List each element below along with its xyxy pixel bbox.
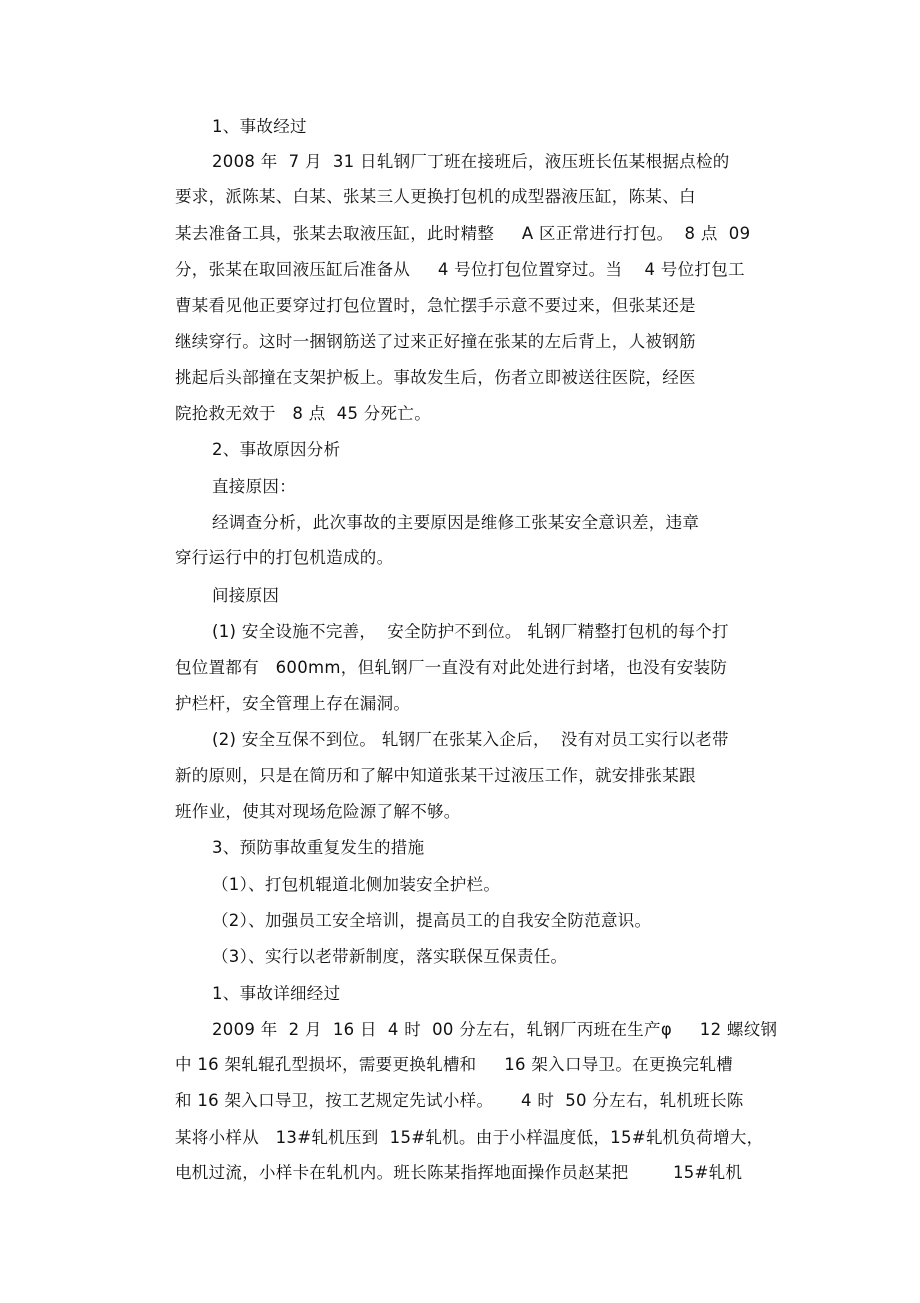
paragraph-line: 某去准备工具，张某去取液压缸，此时精整 A 区正常进行打包。 8 点 09 bbox=[175, 224, 751, 243]
paragraph-line: 班作业，使其对现场危险源了解不够。 bbox=[175, 802, 461, 821]
paragraph-line: 2009 年 2 月 16 日 4 时 00 分左右，轧钢厂丙班在生产φ 12 螺纹钢 bbox=[212, 1020, 778, 1039]
list-item: （2）、加强员工安全培训，提高员工的自我安全防范意识。 bbox=[212, 911, 652, 930]
paragraph-line: 穿行运行中的打包机造成的。 bbox=[175, 548, 394, 567]
paragraph-line: (1) 安全设施不完善， 安全防护不到位。 轧钢厂精整打包机的每个打 bbox=[212, 622, 729, 641]
heading-prevention-measures: 3、预防事故重复发生的措施 bbox=[212, 838, 425, 857]
list-item: （1）、打包机辊道北侧加装安全护栏。 bbox=[212, 875, 501, 894]
paragraph-line: 包位置都有 600mm，但轧钢厂一直没有对此处进行封堵，也没有安装防 bbox=[175, 658, 728, 677]
paragraph-line: 电机过流，小样卡在轧机内。班长陈某指挥地面操作员赵某把 15#轧机 bbox=[175, 1163, 743, 1182]
paragraph-line: 要求，派陈某、白某、张某三人更换打包机的成型器液压缸，陈某、白 bbox=[175, 187, 696, 206]
paragraph-line: 继续穿行。这时一捆钢筋送了过来正好撞在张某的左后背上，人被钢筋 bbox=[175, 332, 696, 351]
subheading-direct-cause: 直接原因： bbox=[212, 477, 296, 496]
paragraph-line: 新的原则，只是在简历和了解中知道张某干过液压工作，就安排张某跟 bbox=[175, 766, 696, 785]
heading-cause-analysis: 2、事故原因分析 bbox=[212, 440, 341, 459]
list-item: （3）、实行以老带新制度，落实联保互保责任。 bbox=[212, 947, 568, 966]
paragraph-line: 2008 年 7 月 31 日轧钢厂丁班在接班后，液压班长伍某根据点检的 bbox=[212, 152, 730, 171]
paragraph-line: 经调查分析，此次事故的主要原因是维修工张某安全意识差，违章 bbox=[212, 513, 700, 532]
subheading-indirect-cause: 间接原因 bbox=[212, 586, 280, 605]
paragraph-line: 和 16 架入口导卫，按工艺规定先试小样。 4 时 50 分左右，轧机班长陈 bbox=[175, 1091, 744, 1110]
paragraph-line: 挑起后头部撞在支架护板上。事故发生后，伤者立即被送往医院，经医 bbox=[175, 368, 696, 387]
heading-accident-details: 1、事故详细经过 bbox=[212, 984, 341, 1003]
paragraph-line: 某将小样从 13#轧机压到 15#轧机。由于小样温度低，15#轧机负荷增大， bbox=[175, 1128, 764, 1147]
paragraph-line: 分，张某在取回液压缸后准备从 4 号位打包位置穿过。当 4 号位打包工 bbox=[175, 260, 745, 279]
paragraph-line: 曹某看见他正要穿过打包位置时，急忙摆手示意不要过来，但张某还是 bbox=[175, 296, 696, 315]
paragraph-line: 院抢救无效于 8 点 45 分死亡。 bbox=[175, 404, 432, 423]
paragraph-line: 中 16 架轧辊孔型损坏，需要更换轧槽和 16 架入口导卫。在更换完轧槽 bbox=[175, 1055, 733, 1074]
paragraph-line: (2) 安全互保不到位。 轧钢厂在张某入企后， 没有对员工实行以老带 bbox=[212, 730, 729, 749]
paragraph-line: 护栏杆，安全管理上存在漏洞。 bbox=[175, 694, 411, 713]
heading-accident-process: 1、事故经过 bbox=[212, 117, 307, 136]
